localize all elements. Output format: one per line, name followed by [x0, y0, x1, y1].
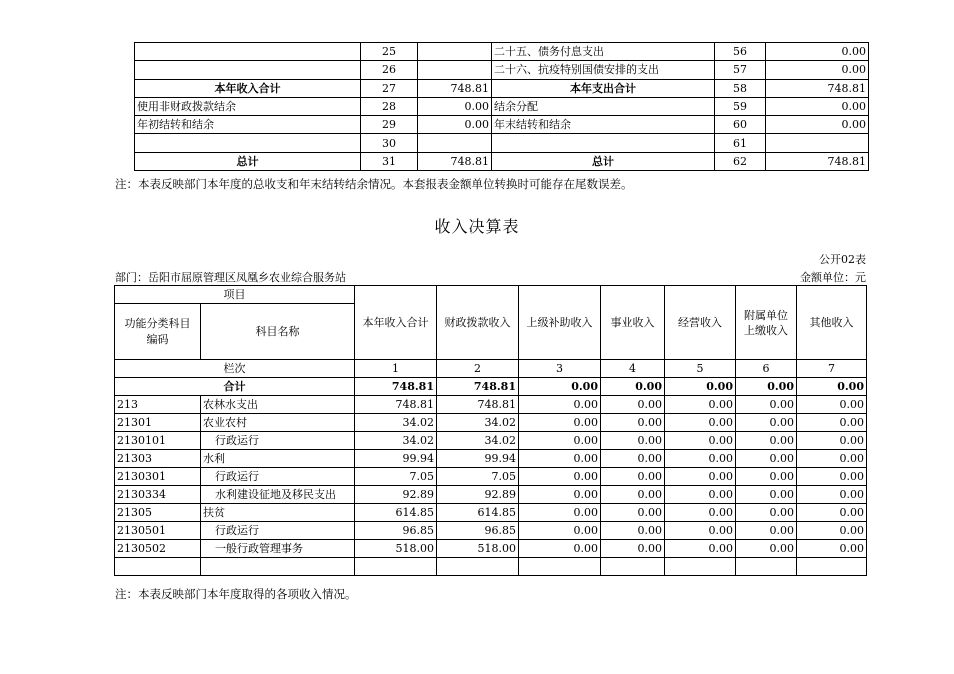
subject-name: 农林水支出	[201, 396, 355, 414]
amount-cell: 0.00	[797, 486, 867, 504]
amount-cell: 0.00	[665, 540, 736, 558]
income-item-value	[418, 61, 492, 79]
col-num: 4	[601, 360, 665, 378]
expense-item-value: 0.00	[766, 97, 869, 115]
amount-cell: 0.00	[665, 450, 736, 468]
amount-cell: 0.00	[519, 468, 601, 486]
income-item-label: 年初结转和结余	[135, 116, 361, 134]
expense-item-value: 748.81	[766, 152, 869, 170]
row-number: 30	[361, 134, 418, 152]
header-col-5: 经营收入	[665, 286, 736, 360]
col-num: 6	[736, 360, 797, 378]
table-row	[115, 414, 867, 432]
row-number: 29	[361, 116, 418, 134]
amount-cell: 614.85	[437, 504, 519, 522]
amount-cell: 92.89	[437, 486, 519, 504]
subject-code: 2130101	[115, 432, 201, 450]
amount-cell: 0.00	[736, 540, 797, 558]
amount-cell: 0.00	[665, 414, 736, 432]
amount-cell: 0.00	[519, 540, 601, 558]
amount-cell: 0.00	[665, 522, 736, 540]
amount-cell: 0.00	[601, 414, 665, 432]
row-number: 59	[715, 97, 766, 115]
amount-cell: 0.00	[601, 468, 665, 486]
amount-cell: 0.00	[519, 522, 601, 540]
amount-cell: 0.00	[736, 522, 797, 540]
header-col-6: 附属单位 上缴收入	[736, 286, 797, 360]
amount-cell: 0.00	[519, 486, 601, 504]
subject-code: 2130334	[115, 486, 201, 504]
expense-item-value: 748.81	[766, 79, 869, 97]
total-value: 0.00	[736, 378, 797, 396]
amount-cell: 7.05	[355, 468, 437, 486]
income-note: 注：本表反映部门本年度取得的各项收入情况。	[115, 587, 357, 601]
row-number: 31	[361, 152, 418, 170]
row-number: 61	[715, 134, 766, 152]
row-number: 26	[361, 61, 418, 79]
amount-cell: 0.00	[519, 504, 601, 522]
header-col-7: 其他收入	[797, 286, 867, 360]
income-item-label: 使用非财政拨款结余	[135, 97, 361, 115]
table-row	[135, 43, 869, 61]
income-item-label	[135, 134, 361, 152]
subject-code: 2130301	[115, 468, 201, 486]
table-row	[135, 79, 869, 97]
amount-cell: 0.00	[601, 432, 665, 450]
subject-code: 213	[115, 396, 201, 414]
table-row	[115, 522, 867, 540]
amount-cell: 0.00	[797, 468, 867, 486]
row-number: 27	[361, 79, 418, 97]
table-row	[135, 152, 869, 170]
amount-cell: 0.00	[736, 414, 797, 432]
expense-item-label: 二十六、抗疫特别国债安排的支出	[492, 61, 715, 79]
amount-cell: 0.00	[736, 486, 797, 504]
amount-cell: 0.00	[601, 450, 665, 468]
amount-cell: 96.85	[355, 522, 437, 540]
income-item-label: 总计	[135, 152, 361, 170]
amount-cell: 0.00	[665, 432, 736, 450]
amount-cell: 0.00	[601, 540, 665, 558]
amount-cell: 0.00	[797, 432, 867, 450]
subject-name: 行政运行	[201, 522, 355, 540]
amount-cell: 0.00	[797, 414, 867, 432]
col-num: 2	[437, 360, 519, 378]
income-item-label	[135, 43, 361, 61]
amount-cell: 0.00	[519, 432, 601, 450]
header-project: 项目	[115, 286, 355, 304]
subject-name: 水利建设征地及移民支出	[201, 486, 355, 504]
income-item-label	[135, 61, 361, 79]
summary-table	[134, 42, 869, 171]
table-row	[135, 116, 869, 134]
expense-item-label: 年末结转和结余	[492, 116, 715, 134]
expense-item-value: 0.00	[766, 116, 869, 134]
income-item-label: 本年收入合计	[135, 79, 361, 97]
amount-cell: 0.00	[601, 522, 665, 540]
income-item-value: 0.00	[418, 97, 492, 115]
col-num: 1	[355, 360, 437, 378]
amount-cell: 518.00	[355, 540, 437, 558]
subject-code: 21303	[115, 450, 201, 468]
expense-item-value: 0.00	[766, 61, 869, 79]
subject-code: 2130501	[115, 522, 201, 540]
income-item-value	[418, 43, 492, 61]
total-value: 0.00	[519, 378, 601, 396]
table-code: 公开02表	[819, 253, 866, 266]
amount-cell: 0.00	[797, 522, 867, 540]
income-item-value: 748.81	[418, 152, 492, 170]
header-col-3: 上级补助收入	[519, 286, 601, 360]
total-value: 0.00	[601, 378, 665, 396]
page-title: 收入决算表	[434, 217, 520, 236]
subject-name: 行政运行	[201, 432, 355, 450]
income-item-value: 0.00	[418, 116, 492, 134]
table-row	[135, 97, 869, 115]
amount-cell: 96.85	[437, 522, 519, 540]
row-number: 60	[715, 116, 766, 134]
amount-cell: 0.00	[797, 450, 867, 468]
table-row	[115, 540, 867, 558]
amount-cell: 614.85	[355, 504, 437, 522]
unit-label: 金额单位：元	[800, 271, 866, 284]
table-row	[115, 468, 867, 486]
total-value: 748.81	[437, 378, 519, 396]
header-col-2: 财政拨款收入	[437, 286, 519, 360]
table-row	[115, 450, 867, 468]
header-col-1: 本年收入合计	[355, 286, 437, 360]
total-value: 0.00	[797, 378, 867, 396]
table-row	[115, 432, 867, 450]
amount-cell: 99.94	[355, 450, 437, 468]
amount-cell: 0.00	[797, 396, 867, 414]
subject-name: 农业农村	[201, 414, 355, 432]
table-row	[115, 486, 867, 504]
subject-name: 水利	[201, 450, 355, 468]
amount-cell: 34.02	[437, 414, 519, 432]
amount-cell: 0.00	[736, 504, 797, 522]
row-number: 62	[715, 152, 766, 170]
amount-cell: 0.00	[665, 504, 736, 522]
table-row	[135, 61, 869, 79]
amount-cell: 34.02	[437, 432, 519, 450]
amount-cell: 0.00	[797, 504, 867, 522]
subject-name: 扶贫	[201, 504, 355, 522]
amount-cell: 0.00	[601, 486, 665, 504]
row-number: 25	[361, 43, 418, 61]
subject-code: 21301	[115, 414, 201, 432]
income-item-value: 748.81	[418, 79, 492, 97]
expense-item-label: 二十五、债务付息支出	[492, 43, 715, 61]
table-row	[135, 134, 869, 152]
row-number: 58	[715, 79, 766, 97]
amount-cell: 0.00	[736, 396, 797, 414]
subject-code: 2130502	[115, 540, 201, 558]
table-row	[115, 396, 867, 414]
amount-cell: 518.00	[437, 540, 519, 558]
summary-note: 注：本表反映部门本年度的总收支和年末结转结余情况。本套报表金额单位转换时可能存在尾数误差。	[115, 177, 633, 191]
department-label: 部门：岳阳市屈原管理区凤凰乡农业综合服务站	[115, 271, 346, 284]
amount-cell: 0.00	[601, 396, 665, 414]
table-row	[115, 504, 867, 522]
subject-code: 21305	[115, 504, 201, 522]
amount-cell: 0.00	[665, 396, 736, 414]
income-item-value	[418, 134, 492, 152]
expense-item-label	[492, 134, 715, 152]
amount-cell: 0.00	[519, 396, 601, 414]
expense-item-value: 0.00	[766, 43, 869, 61]
row-number: 57	[715, 61, 766, 79]
amount-cell: 0.00	[665, 468, 736, 486]
subject-name: 行政运行	[201, 468, 355, 486]
amount-cell: 0.00	[665, 486, 736, 504]
header-name: 科目名称	[201, 304, 355, 360]
expense-item-value	[766, 134, 869, 152]
amount-cell: 0.00	[519, 450, 601, 468]
amount-cell: 99.94	[437, 450, 519, 468]
amount-cell: 92.89	[355, 486, 437, 504]
amount-cell: 0.00	[519, 414, 601, 432]
row-number: 28	[361, 97, 418, 115]
col-num: 5	[665, 360, 736, 378]
expense-item-label: 本年支出合计	[492, 79, 715, 97]
table-row-empty	[115, 558, 867, 576]
total-label: 合计	[115, 378, 355, 396]
amount-cell: 0.00	[797, 540, 867, 558]
amount-cell: 34.02	[355, 432, 437, 450]
income-table	[114, 285, 867, 576]
expense-item-label: 总计	[492, 152, 715, 170]
header-row-label: 栏次	[115, 360, 355, 378]
amount-cell: 7.05	[437, 468, 519, 486]
amount-cell: 0.00	[736, 432, 797, 450]
amount-cell: 34.02	[355, 414, 437, 432]
amount-cell: 748.81	[437, 396, 519, 414]
subject-name: 一般行政管理事务	[201, 540, 355, 558]
row-number: 56	[715, 43, 766, 61]
header-col-4: 事业收入	[601, 286, 665, 360]
total-value: 748.81	[355, 378, 437, 396]
amount-cell: 748.81	[355, 396, 437, 414]
amount-cell: 0.00	[736, 450, 797, 468]
expense-item-label: 结余分配	[492, 97, 715, 115]
total-value: 0.00	[665, 378, 736, 396]
amount-cell: 0.00	[736, 468, 797, 486]
header-code: 功能分类科目 编码	[115, 304, 201, 360]
amount-cell: 0.00	[601, 504, 665, 522]
col-num: 7	[797, 360, 867, 378]
col-num: 3	[519, 360, 601, 378]
